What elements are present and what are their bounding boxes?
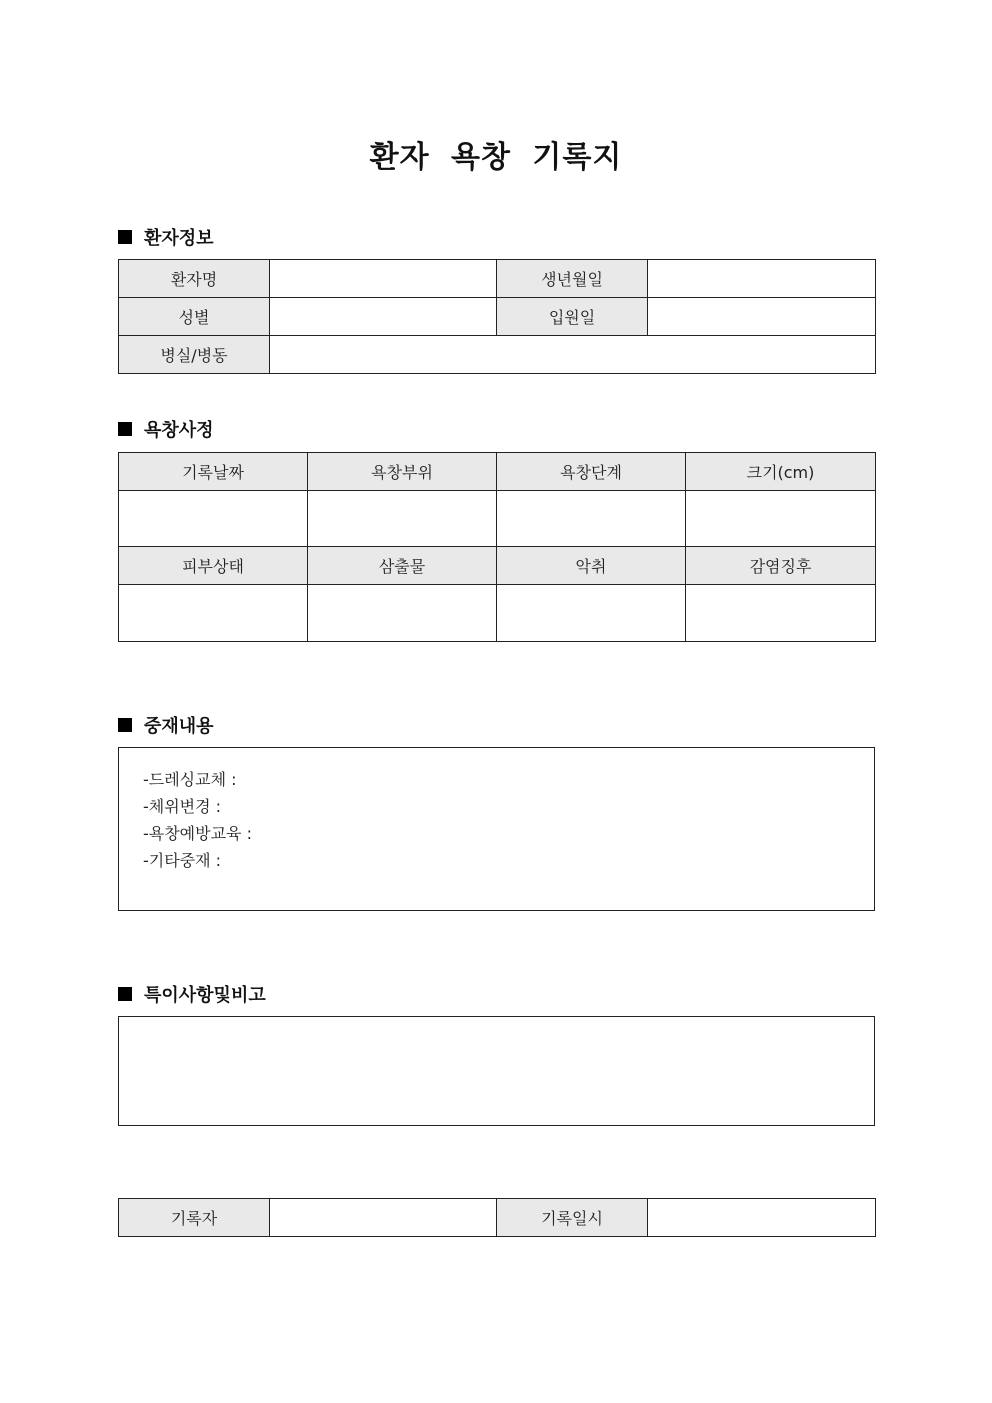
ward-field[interactable] (270, 336, 876, 374)
intervention-heading-text: 중재내용 (144, 716, 214, 737)
record-date-label: 기록날짜 (119, 453, 308, 491)
remarks-heading (118, 981, 266, 1007)
skin-condition-field[interactable] (119, 585, 308, 642)
odor-field[interactable] (497, 585, 686, 642)
recorder-label: 기록자 (119, 1199, 270, 1237)
intervention-box[interactable] (118, 747, 875, 911)
odor-label: 악취 (497, 547, 686, 585)
sex-field[interactable] (270, 298, 497, 336)
birth-date-label: 생년월일 (497, 260, 648, 298)
remarks-box[interactable] (118, 1016, 875, 1126)
position-change-line: -체위변경 : (143, 797, 222, 816)
recorder-table (118, 1198, 876, 1237)
ulcer-site-label: 욕창부위 (308, 453, 497, 491)
prevention-education-line: -욕창예방교육 : (143, 824, 252, 843)
birth-date-field[interactable] (648, 260, 876, 298)
patient-info-heading-text: 환자정보 (144, 228, 214, 249)
infection-signs-field[interactable] (686, 585, 876, 642)
recorder-field[interactable] (270, 1199, 497, 1237)
admission-date-label: 입원일 (497, 298, 648, 336)
ulcer-size-field[interactable] (686, 491, 876, 547)
exudate-field[interactable] (308, 585, 497, 642)
patient-info-table (118, 259, 876, 374)
ulcer-size-label: 크기(cm) (686, 453, 876, 491)
ulcer-stage-field[interactable] (497, 491, 686, 547)
dressing-change-line: -드레싱교체 : (143, 770, 237, 789)
square-bullet-icon (118, 230, 132, 244)
patient-name-field[interactable] (270, 260, 497, 298)
skin-condition-label: 피부상태 (119, 547, 308, 585)
ward-label: 병실/병동 (119, 336, 270, 374)
infection-signs-label: 감염징후 (686, 547, 876, 585)
square-bullet-icon (118, 422, 132, 436)
ulcer-stage-label: 욕창단계 (497, 453, 686, 491)
pressure-ulcer-table (118, 452, 876, 642)
square-bullet-icon (118, 987, 132, 1001)
page-title: 환자 욕창 기록지 (369, 140, 623, 175)
other-intervention-line: -기타중재 : (143, 851, 222, 870)
square-bullet-icon (118, 718, 132, 732)
record-time-field[interactable] (648, 1199, 876, 1237)
record-time-label: 기록일시 (497, 1199, 648, 1237)
patient-info-heading (118, 224, 214, 250)
patient-name-label: 환자명 (119, 260, 270, 298)
sex-label: 성별 (119, 298, 270, 336)
pressure-ulcer-heading (118, 416, 214, 442)
record-date-field[interactable] (119, 491, 308, 547)
admission-date-field[interactable] (648, 298, 876, 336)
remarks-heading-text: 특이사항및비고 (144, 985, 266, 1006)
intervention-heading (118, 712, 214, 738)
exudate-label: 삼출물 (308, 547, 497, 585)
pressure-ulcer-heading-text: 욕창사정 (144, 420, 214, 441)
ulcer-site-field[interactable] (308, 491, 497, 547)
